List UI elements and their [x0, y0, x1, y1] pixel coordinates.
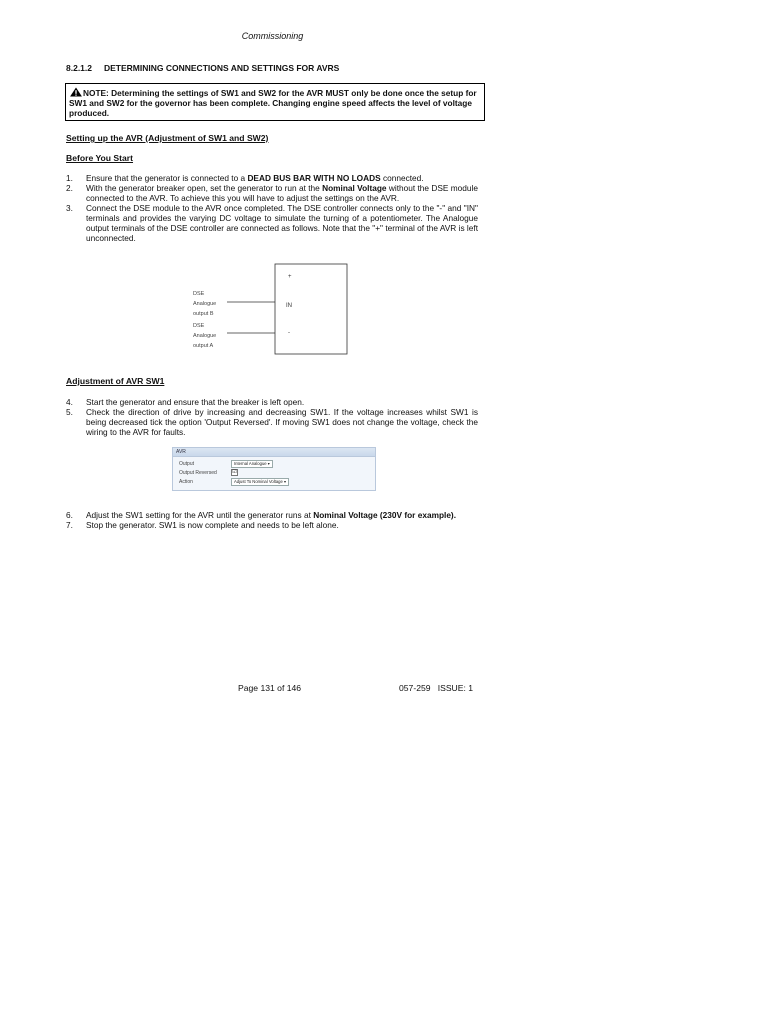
output-select[interactable]: Internal Analogue ▾ — [231, 460, 273, 468]
terminal-plus: + — [288, 274, 292, 280]
list-item: 4. Start the generator and ensure that the breaker is left open. — [66, 397, 305, 407]
list-item: 7. Stop the generator. SW1 is now complete and needs to be left alone. — [66, 520, 339, 530]
output-label: Output — [179, 461, 195, 467]
sw1-steps-b — [66, 510, 478, 530]
list-item: 6. Adjust the SW1 setting for the AVR until the generator runs at Nominal Voltage (230V for example). — [66, 510, 456, 520]
section-title: DETERMINING CONNECTIONS AND SETTINGS FOR AVRS — [104, 63, 340, 73]
label-output-b-3: output B — [193, 311, 214, 317]
action-label: Action — [179, 479, 193, 485]
avr-settings-panel — [172, 447, 376, 491]
terminal-minus: - — [288, 330, 290, 336]
setup-heading: Setting up the AVR (Adjustment of SW1 and SW2) — [66, 133, 269, 143]
label-output-a-3: output A — [193, 343, 214, 349]
page-number: Page 131 of 146 — [238, 683, 302, 693]
avr-panel-title: AVR — [173, 448, 375, 457]
avr-wiring-diagram — [180, 262, 360, 362]
output-reversed-label: Output Reversed — [179, 470, 217, 476]
setup-steps — [66, 173, 478, 243]
document-issue: 057-259 ISSUE: 1 — [399, 683, 474, 693]
page-header: Commissioning — [241, 31, 304, 41]
sw1-steps-a — [66, 397, 478, 437]
label-output-b-1: DSE — [193, 291, 205, 297]
before-you-start-heading: Before You Start — [66, 153, 134, 163]
list-item: 2. With the generator breaker open, set the generator to run at the Nominal Voltage without the DSE module connected to the AVR. To achieve this you will have to adjust the settings on the AVR. — [66, 183, 478, 203]
section-heading — [66, 63, 339, 73]
section-number: 8.2.1.2 — [66, 63, 92, 73]
label-output-b-2: Analogue — [193, 301, 217, 307]
list-item: 3. Connect the DSE module to the AVR once completed. The DSE controller connects only to the "-" and "IN" terminals and provides the varying DC voltage to simulate the turning of a potentiometer. The Analogue output terminals of the DSE controller are connected as follows. Note that the "+" terminal of the AVR is left unconnected. — [66, 203, 478, 243]
terminal-in: IN — [286, 303, 292, 309]
action-select[interactable]: Adjust To Nominal Voltage ▾ — [231, 478, 289, 486]
note-box — [65, 83, 485, 121]
output-reversed-checkbox[interactable]: ☑ — [232, 469, 237, 475]
list-item: 5. Check the direction of drive by increasing and decreasing SW1. If the voltage increases whilst SW1 is being decreased tick the option 'Output Reversed'. If moving SW1 does not change the voltage, check the wiring to the AVR for faults. — [66, 407, 478, 437]
warning-icon — [69, 87, 83, 97]
avr-terminal-box — [275, 264, 347, 354]
label-output-a-2: Analogue — [193, 333, 217, 339]
sw1-heading: Adjustment of AVR SW1 — [66, 376, 165, 386]
note-text: NOTE: Determining the settings of SW1 and SW2 for the AVR MUST only be done once the setup for SW1 and SW2 for the governor has been complete. Changing engine speed affects the level of voltage produced. — [69, 88, 477, 118]
label-output-a-1: DSE — [193, 323, 205, 329]
list-item: 1. Ensure that the generator is connected to a DEAD BUS BAR WITH NO LOADS connected. — [66, 173, 424, 183]
